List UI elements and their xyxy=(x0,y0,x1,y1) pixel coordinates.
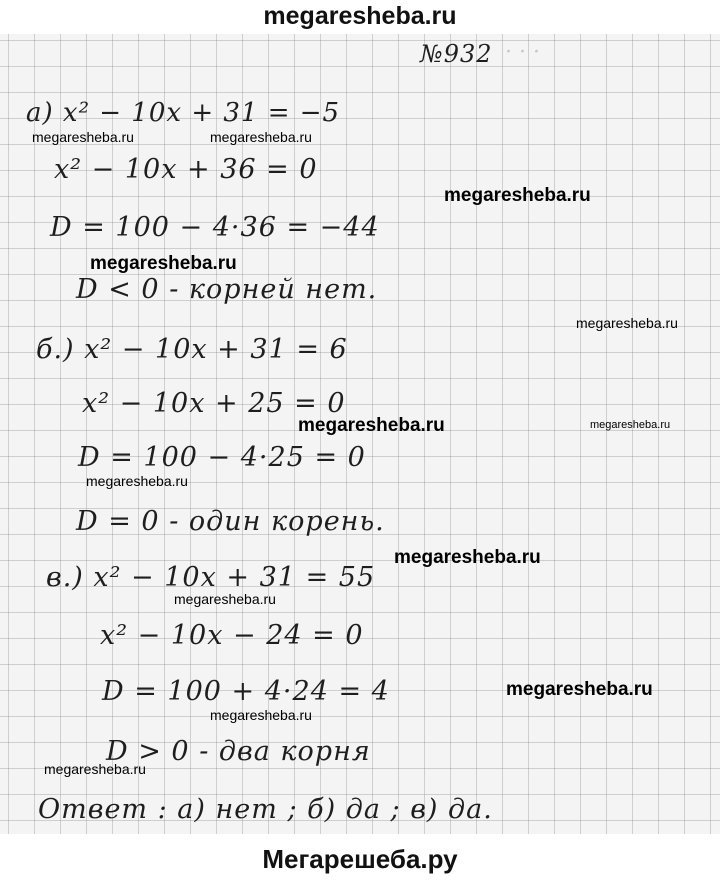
watermark: megaresheba.ru xyxy=(44,761,146,777)
watermark: megaresheba.ru xyxy=(32,129,134,145)
part-b-discriminant: D = 100 − 4·25 = 0 xyxy=(78,442,366,473)
watermark: megaresheba.ru xyxy=(394,547,541,568)
part-b-quadratic: x² − 10x + 25 = 0 xyxy=(82,388,346,419)
part-a-quadratic: x² − 10x + 36 = 0 xyxy=(54,154,318,185)
watermark: megaresheba.ru xyxy=(210,129,312,145)
part-v-discriminant: D = 100 + 4·24 = 4 xyxy=(102,676,390,707)
part-a-conclusion: D < 0 - корней нет. xyxy=(76,274,378,305)
part-b-conclusion: D = 0 - один корень. xyxy=(76,506,385,537)
watermark: megaresheba.ru xyxy=(90,253,237,274)
footer-site-name: Мегарешеба.ру xyxy=(262,844,458,874)
watermark: megaresheba.ru xyxy=(174,591,276,607)
final-answer: Ответ : а) нет ; б) да ; в) да. xyxy=(38,794,493,825)
watermark: megaresheba.ru xyxy=(298,415,445,436)
part-a-discriminant: D = 100 − 4·36 = −44 xyxy=(50,212,380,243)
header-site-name: megaresheba.ru xyxy=(263,2,457,30)
notebook-page xyxy=(0,34,720,834)
site-footer xyxy=(0,834,720,884)
watermark: megaresheba.ru xyxy=(590,419,671,431)
problem-number: №932 xyxy=(420,40,493,68)
part-b-equation: б.) x² − 10x + 31 = 6 xyxy=(36,334,348,365)
part-v-quadratic: x² − 10x − 24 = 0 xyxy=(100,620,364,651)
site-header xyxy=(0,0,720,34)
part-a-equation: а) x² − 10x + 31 = −5 xyxy=(26,98,341,128)
watermark: megaresheba.ru xyxy=(210,707,312,723)
bleed-through-text: · · · xyxy=(505,40,540,65)
watermark: megaresheba.ru xyxy=(86,473,188,489)
watermark: megaresheba.ru xyxy=(506,679,653,700)
part-v-equation: в.) x² − 10x + 31 = 55 xyxy=(46,562,376,593)
watermark: megaresheba.ru xyxy=(444,185,591,206)
watermark: megaresheba.ru xyxy=(576,315,678,331)
part-v-conclusion: D > 0 - два корня xyxy=(106,736,371,767)
